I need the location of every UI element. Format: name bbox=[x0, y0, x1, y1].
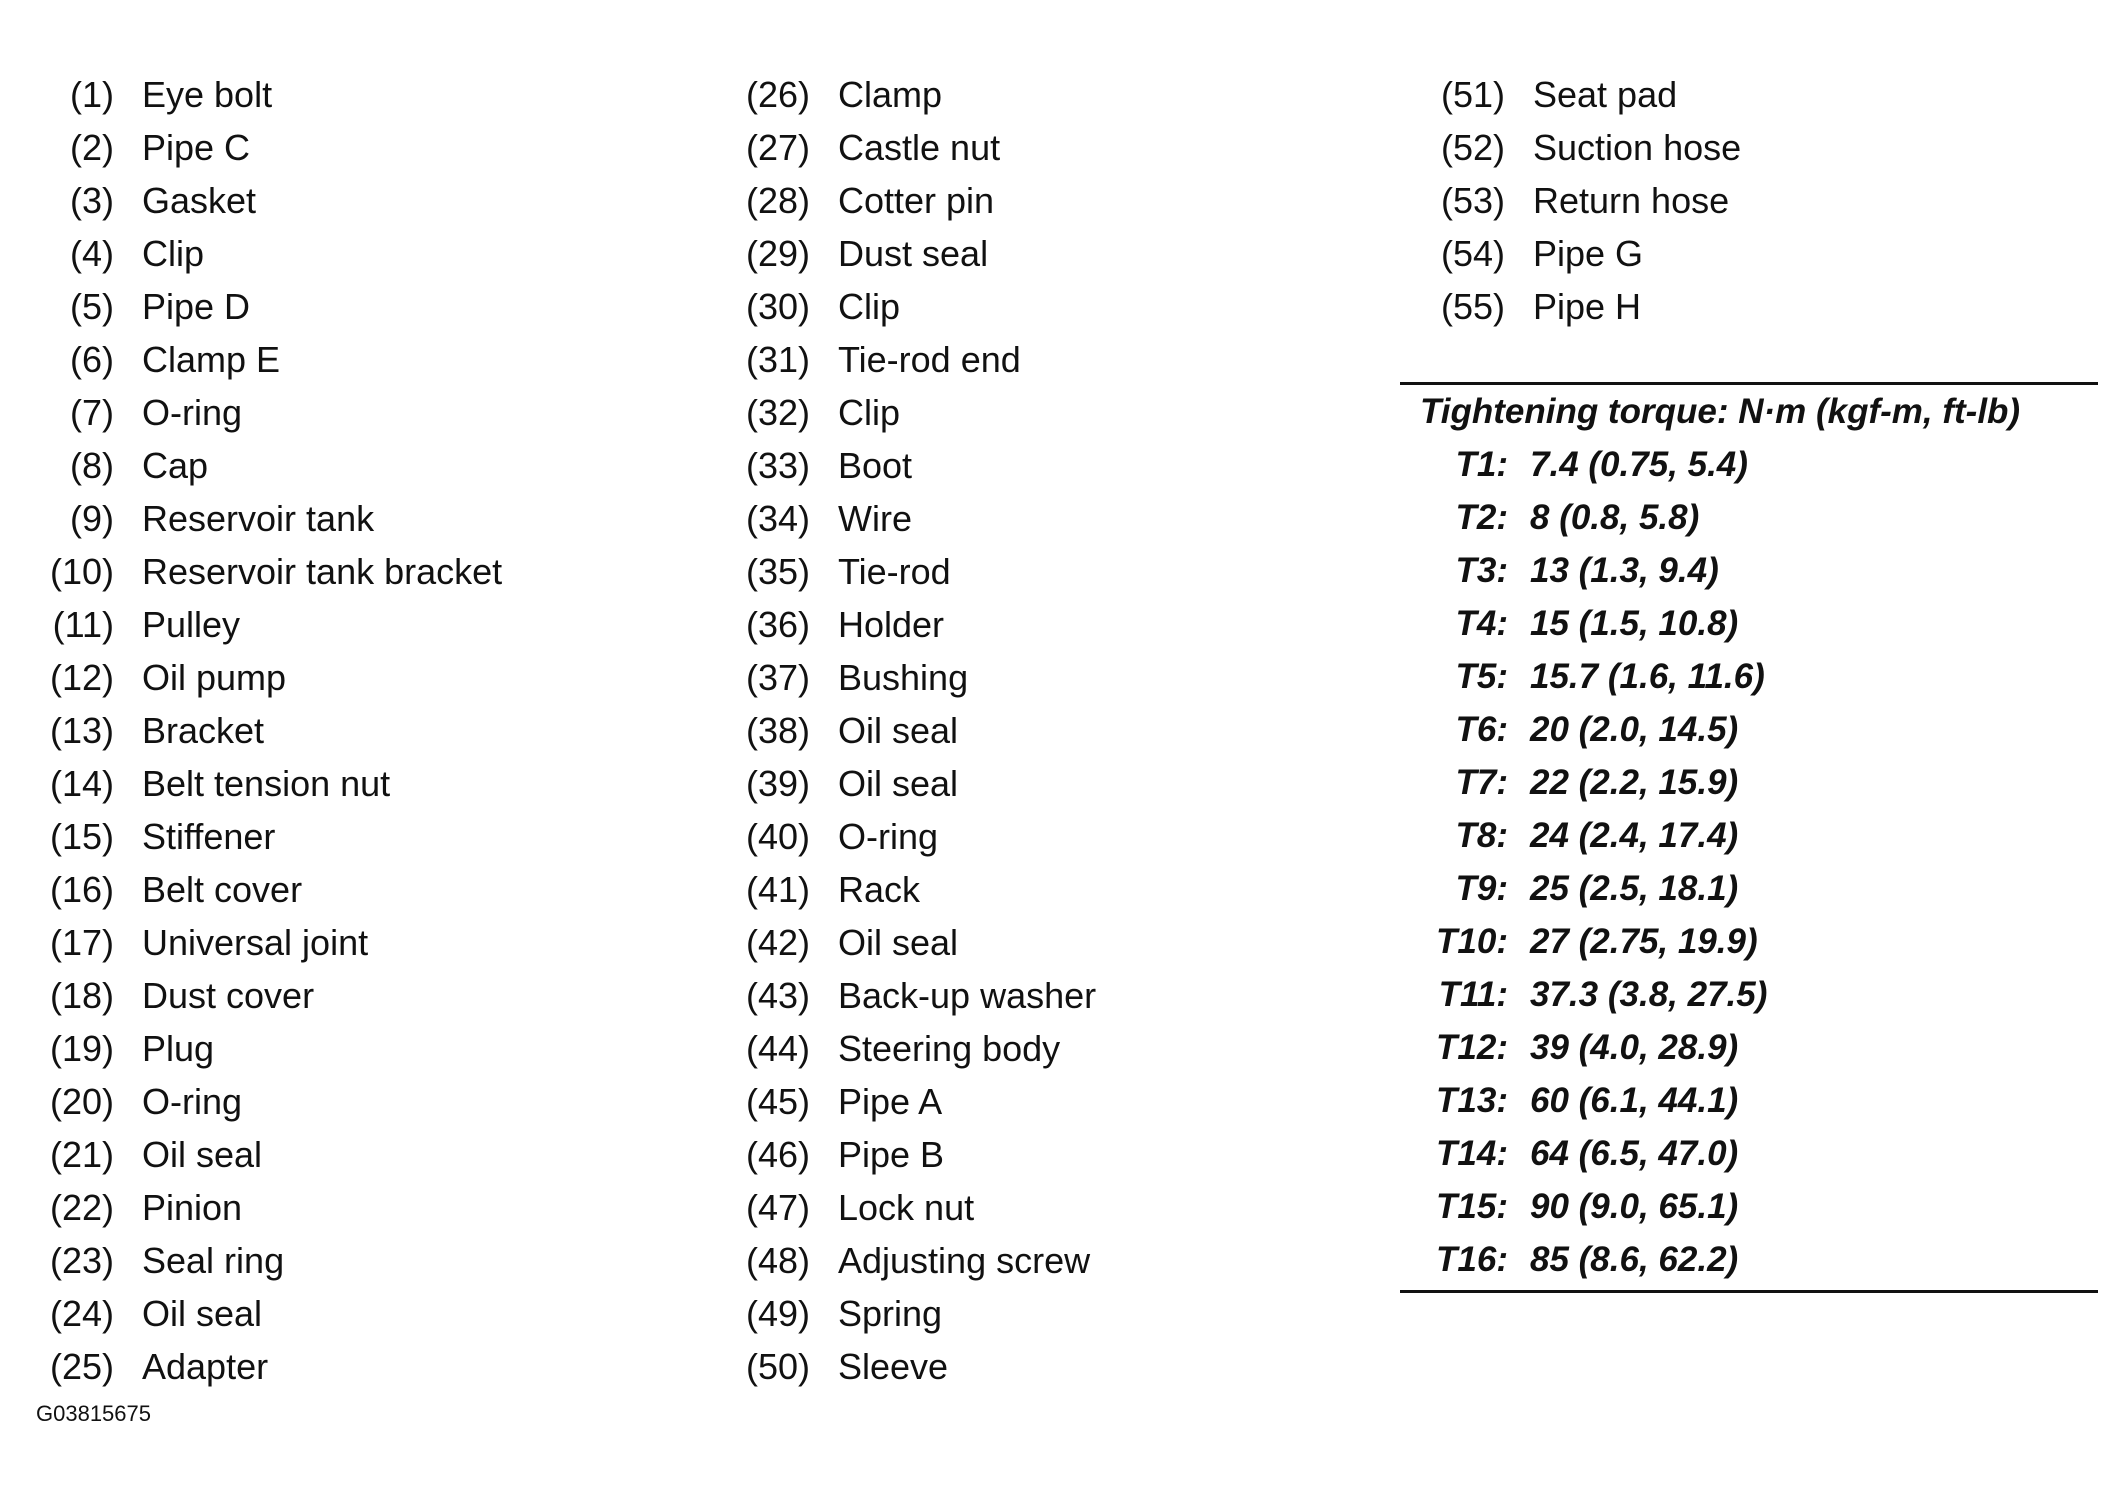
part-number: (18) bbox=[49, 975, 114, 1016]
parts-list-item bbox=[34, 863, 674, 916]
parts-list-item bbox=[730, 1022, 1370, 1075]
torque-value: 13 (1.3, 9.4) bbox=[1530, 551, 1719, 590]
part-number: (3) bbox=[70, 180, 114, 221]
parts-list-item bbox=[730, 757, 1370, 810]
part-name: Clamp E bbox=[142, 339, 281, 380]
torque-key: T5: bbox=[1455, 657, 1508, 696]
torque-value: 85 (8.6, 62.2) bbox=[1530, 1240, 1739, 1279]
torque-key: T15: bbox=[1436, 1187, 1508, 1226]
part-name: Holder bbox=[838, 604, 945, 645]
parts-list-item bbox=[730, 1234, 1370, 1287]
part-number: (5) bbox=[70, 286, 114, 327]
part-name: Cap bbox=[142, 445, 209, 486]
part-name: Pinion bbox=[142, 1187, 243, 1228]
part-number: (50) bbox=[745, 1346, 810, 1387]
part-number: (8) bbox=[70, 445, 114, 486]
torque-key: T11: bbox=[1438, 975, 1508, 1014]
torque-row bbox=[1400, 1127, 2098, 1180]
part-name: Eye bolt bbox=[142, 74, 273, 115]
part-number: (11) bbox=[52, 604, 114, 645]
part-name: Dust cover bbox=[142, 975, 315, 1016]
parts-list-item bbox=[730, 174, 1370, 227]
part-number: (21) bbox=[49, 1134, 114, 1175]
part-number: (29) bbox=[745, 233, 810, 274]
torque-key: T14: bbox=[1436, 1134, 1508, 1173]
part-name: O-ring bbox=[838, 816, 939, 857]
parts-list-item bbox=[34, 333, 674, 386]
parts-list-item bbox=[1425, 68, 2065, 121]
torque-row bbox=[1400, 703, 2098, 756]
torque-row bbox=[1400, 438, 2098, 491]
part-number: (4) bbox=[70, 233, 114, 274]
part-name: Back-up washer bbox=[838, 975, 1097, 1016]
torque-value: 25 (2.5, 18.1) bbox=[1530, 869, 1739, 908]
torque-key: T4: bbox=[1455, 604, 1508, 643]
part-name: Oil seal bbox=[838, 922, 959, 963]
part-name: Seal ring bbox=[142, 1240, 285, 1281]
part-number: (6) bbox=[70, 339, 114, 380]
part-name: Bushing bbox=[838, 657, 969, 698]
parts-list-item bbox=[34, 704, 674, 757]
torque-value: 20 (2.0, 14.5) bbox=[1530, 710, 1739, 749]
part-name: Belt cover bbox=[142, 869, 303, 910]
part-name: Wire bbox=[838, 498, 912, 539]
torque-key: T16: bbox=[1436, 1240, 1508, 1279]
parts-list-item bbox=[730, 1287, 1370, 1340]
part-number: (15) bbox=[49, 816, 114, 857]
torque-value: 8 (0.8, 5.8) bbox=[1530, 498, 1700, 537]
parts-list-item bbox=[730, 863, 1370, 916]
part-name: Adjusting screw bbox=[838, 1240, 1091, 1281]
parts-list-item bbox=[34, 545, 674, 598]
parts-list-item bbox=[34, 68, 674, 121]
part-number: (24) bbox=[49, 1293, 114, 1334]
part-number: (54) bbox=[1440, 233, 1505, 274]
torque-key: T3: bbox=[1455, 551, 1508, 590]
part-name: Pipe D bbox=[142, 286, 251, 327]
torque-value: 24 (2.4, 17.4) bbox=[1530, 816, 1739, 855]
torque-key: T2: bbox=[1455, 498, 1508, 537]
part-number: (52) bbox=[1440, 127, 1505, 168]
part-number: (46) bbox=[745, 1134, 810, 1175]
part-name: Oil seal bbox=[838, 710, 959, 751]
part-name: Castle nut bbox=[838, 127, 1001, 168]
part-name: Universal joint bbox=[142, 922, 369, 963]
part-number: (22) bbox=[49, 1187, 114, 1228]
part-name: Oil pump bbox=[142, 657, 287, 698]
torque-row bbox=[1400, 862, 2098, 915]
torque-key: T8: bbox=[1455, 816, 1508, 855]
part-number: (7) bbox=[70, 392, 114, 433]
torque-row bbox=[1400, 491, 2098, 544]
parts-list-item bbox=[34, 810, 674, 863]
torque-row bbox=[1400, 1180, 2098, 1233]
part-number: (39) bbox=[745, 763, 810, 804]
part-name: O-ring bbox=[142, 392, 243, 433]
torque-value: 37.3 (3.8, 27.5) bbox=[1530, 975, 1768, 1014]
torque-key: T7: bbox=[1455, 763, 1508, 802]
parts-list-item bbox=[730, 916, 1370, 969]
parts-list-item bbox=[730, 598, 1370, 651]
parts-list-item bbox=[730, 1340, 1370, 1393]
part-number: (38) bbox=[745, 710, 810, 751]
torque-value: 27 (2.75, 19.9) bbox=[1530, 922, 1758, 961]
part-name: Pipe C bbox=[142, 127, 251, 168]
part-number: (26) bbox=[745, 74, 810, 115]
part-number: (41) bbox=[745, 869, 810, 910]
torque-row bbox=[1400, 968, 2098, 1021]
parts-list-item bbox=[730, 704, 1370, 757]
parts-list-item bbox=[34, 1022, 674, 1075]
part-name: Reservoir tank bbox=[142, 498, 375, 539]
torque-key: T12: bbox=[1436, 1028, 1508, 1067]
parts-list-item bbox=[34, 280, 674, 333]
part-name: Tie-rod end bbox=[838, 339, 1021, 380]
part-number: (2) bbox=[70, 127, 114, 168]
torque-row bbox=[1400, 597, 2098, 650]
part-name: Oil seal bbox=[142, 1293, 263, 1334]
parts-list-item bbox=[34, 651, 674, 704]
part-number: (13) bbox=[49, 710, 114, 751]
part-number: (35) bbox=[745, 551, 810, 592]
part-name: Pulley bbox=[142, 604, 241, 645]
part-name: Pipe B bbox=[838, 1134, 945, 1175]
torque-value: 64 (6.5, 47.0) bbox=[1530, 1134, 1739, 1173]
part-name: Cotter pin bbox=[838, 180, 995, 221]
parts-list-item bbox=[34, 174, 674, 227]
parts-list-item bbox=[730, 121, 1370, 174]
parts-list-item bbox=[730, 969, 1370, 1022]
parts-list-item bbox=[730, 439, 1370, 492]
parts-list-item bbox=[730, 1181, 1370, 1234]
part-number: (25) bbox=[49, 1346, 114, 1387]
part-number: (16) bbox=[49, 869, 114, 910]
part-number: (10) bbox=[49, 551, 114, 592]
part-name: Adapter bbox=[142, 1346, 269, 1387]
parts-list-item bbox=[34, 227, 674, 280]
part-number: (44) bbox=[745, 1028, 810, 1069]
torque-value: 39 (4.0, 28.9) bbox=[1530, 1028, 1739, 1067]
parts-list-item bbox=[34, 969, 674, 1022]
torque-row bbox=[1400, 544, 2098, 597]
part-number: (14) bbox=[49, 763, 114, 804]
torque-value: 15 (1.5, 10.8) bbox=[1530, 604, 1739, 643]
part-name: Plug bbox=[142, 1028, 215, 1069]
torque-row bbox=[1400, 1233, 2098, 1286]
part-number: (31) bbox=[745, 339, 810, 380]
torque-row bbox=[1400, 809, 2098, 862]
parts-list-item bbox=[730, 386, 1370, 439]
part-number: (33) bbox=[745, 445, 810, 486]
parts-list-item bbox=[730, 1075, 1370, 1128]
part-name: Clip bbox=[838, 286, 901, 327]
torque-key: T6: bbox=[1455, 710, 1508, 749]
part-name: Oil seal bbox=[838, 763, 959, 804]
part-number: (51) bbox=[1440, 74, 1505, 115]
part-name: Spring bbox=[838, 1293, 943, 1334]
parts-list-item bbox=[730, 227, 1370, 280]
part-name: Sleeve bbox=[838, 1346, 949, 1387]
part-number: (47) bbox=[745, 1187, 810, 1228]
part-number: (9) bbox=[70, 498, 114, 539]
parts-list-item bbox=[34, 121, 674, 174]
parts-list-item bbox=[730, 333, 1370, 386]
part-name: Boot bbox=[838, 445, 913, 486]
part-name: Pipe A bbox=[838, 1081, 943, 1122]
parts-list-item bbox=[34, 757, 674, 810]
parts-list-item bbox=[34, 1128, 674, 1181]
torque-row bbox=[1400, 1021, 2098, 1074]
part-number: (36) bbox=[745, 604, 810, 645]
part-number: (48) bbox=[745, 1240, 810, 1281]
part-name: Pipe G bbox=[1533, 233, 1644, 274]
parts-list-item bbox=[730, 651, 1370, 704]
torque-value: 7.4 (0.75, 5.4) bbox=[1530, 445, 1748, 484]
part-name: Bracket bbox=[142, 710, 265, 751]
parts-list-item bbox=[730, 1128, 1370, 1181]
torque-table-title: Tightening torque: N·m (kgf-m, ft-lb) bbox=[1420, 392, 2021, 431]
part-name: Steering body bbox=[838, 1028, 1061, 1069]
part-number: (43) bbox=[745, 975, 810, 1016]
torque-value: 22 (2.2, 15.9) bbox=[1530, 763, 1739, 802]
part-number: (23) bbox=[49, 1240, 114, 1281]
parts-list-column-1 bbox=[34, 68, 674, 1393]
torque-row bbox=[1400, 915, 2098, 968]
parts-list-item bbox=[1425, 227, 2065, 280]
torque-row bbox=[1400, 756, 2098, 809]
tightening-torque-table bbox=[1400, 382, 2098, 1293]
part-number: (53) bbox=[1440, 180, 1505, 221]
part-number: (40) bbox=[745, 816, 810, 857]
parts-list-item bbox=[34, 1075, 674, 1128]
part-number: (49) bbox=[745, 1293, 810, 1334]
parts-list-item bbox=[1425, 280, 2065, 333]
part-number: (27) bbox=[745, 127, 810, 168]
parts-list-item bbox=[34, 1181, 674, 1234]
part-name: Clamp bbox=[838, 74, 943, 115]
part-name: O-ring bbox=[142, 1081, 243, 1122]
parts-list-item bbox=[34, 386, 674, 439]
parts-list-item bbox=[34, 1287, 674, 1340]
parts-list-item bbox=[34, 439, 674, 492]
part-name: Rack bbox=[838, 869, 921, 910]
part-name: Belt tension nut bbox=[142, 763, 391, 804]
parts-list-item bbox=[730, 810, 1370, 863]
part-name: Clip bbox=[142, 233, 205, 274]
figure-id: G03815675 bbox=[36, 1401, 151, 1426]
torque-key: T9: bbox=[1455, 869, 1508, 908]
part-name: Dust seal bbox=[838, 233, 989, 274]
parts-list-item bbox=[730, 280, 1370, 333]
part-number: (17) bbox=[49, 922, 114, 963]
torque-row bbox=[1400, 1074, 2098, 1127]
part-number: (30) bbox=[745, 286, 810, 327]
torque-row bbox=[1400, 650, 2098, 703]
parts-list-column-3 bbox=[1425, 68, 2065, 333]
part-name: Tie-rod bbox=[838, 551, 951, 592]
parts-list-item bbox=[730, 492, 1370, 545]
part-name: Clip bbox=[838, 392, 901, 433]
parts-list-item bbox=[730, 545, 1370, 598]
parts-list-item bbox=[730, 68, 1370, 121]
torque-value: 60 (6.1, 44.1) bbox=[1530, 1081, 1739, 1120]
torque-value: 90 (9.0, 65.1) bbox=[1530, 1187, 1739, 1226]
parts-list-item bbox=[1425, 174, 2065, 227]
part-name: Stiffener bbox=[142, 816, 276, 857]
parts-list-item bbox=[34, 1340, 674, 1393]
torque-value: 15.7 (1.6, 11.6) bbox=[1530, 657, 1765, 696]
part-name: Lock nut bbox=[838, 1187, 975, 1228]
part-number: (32) bbox=[745, 392, 810, 433]
parts-list-item bbox=[34, 598, 674, 651]
part-name: Gasket bbox=[142, 180, 257, 221]
parts-list-item bbox=[1425, 121, 2065, 174]
parts-list-column-2 bbox=[730, 68, 1370, 1393]
part-name: Oil seal bbox=[142, 1134, 263, 1175]
part-name: Return hose bbox=[1533, 180, 1730, 221]
parts-list-item bbox=[34, 916, 674, 969]
part-number: (28) bbox=[745, 180, 810, 221]
parts-list-item bbox=[34, 492, 674, 545]
part-number: (20) bbox=[49, 1081, 114, 1122]
torque-key: T13: bbox=[1436, 1081, 1508, 1120]
part-number: (37) bbox=[745, 657, 810, 698]
part-number: (45) bbox=[745, 1081, 810, 1122]
parts-list-item bbox=[34, 1234, 674, 1287]
torque-table-rows bbox=[1400, 438, 2098, 1286]
part-name: Suction hose bbox=[1533, 127, 1742, 168]
part-name: Pipe H bbox=[1533, 286, 1642, 327]
part-name: Seat pad bbox=[1533, 74, 1678, 115]
part-number: (19) bbox=[49, 1028, 114, 1069]
part-number: (12) bbox=[49, 657, 114, 698]
part-number: (34) bbox=[745, 498, 810, 539]
part-number: (1) bbox=[70, 74, 114, 115]
torque-key: T1: bbox=[1455, 445, 1508, 484]
part-name: Reservoir tank bracket bbox=[142, 551, 503, 592]
torque-key: T10: bbox=[1436, 922, 1508, 961]
part-number: (55) bbox=[1440, 286, 1505, 327]
part-number: (42) bbox=[745, 922, 810, 963]
